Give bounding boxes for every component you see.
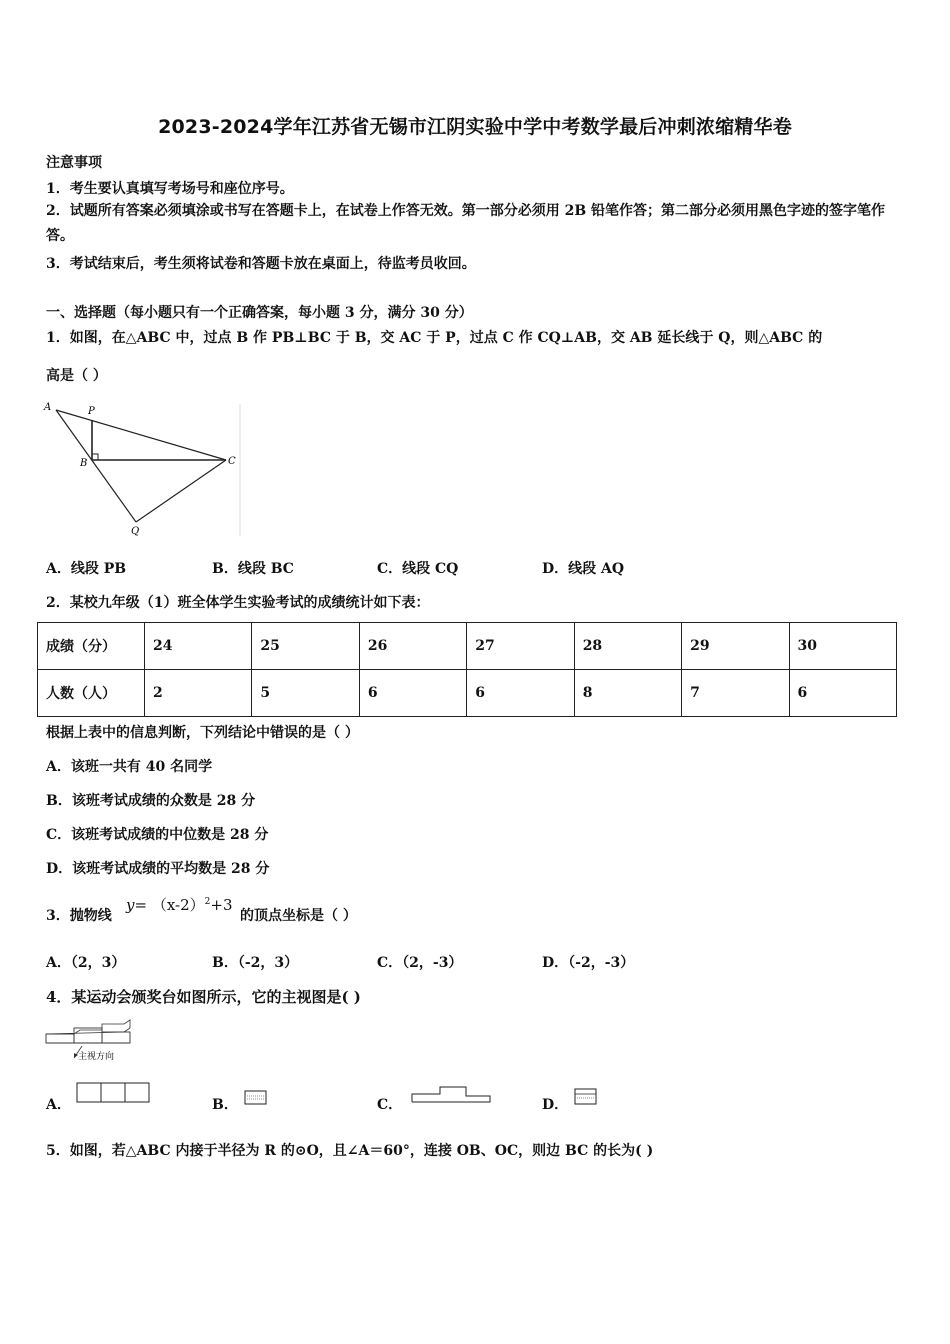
table-cell: 6: [359, 670, 466, 717]
table-row: [38, 670, 897, 717]
q2-option-a[interactable]: A．该班一共有 40 名同学: [46, 759, 213, 775]
table-cell: 26: [359, 623, 466, 670]
formula-y: y=: [126, 896, 148, 914]
table-cell: 5: [252, 670, 359, 717]
q2-option-b[interactable]: B．该班考试成绩的众数是 28 分: [46, 793, 256, 809]
formula-tail: +3: [210, 896, 233, 914]
label-Q: Q: [131, 526, 140, 537]
table-cell: 7: [682, 670, 789, 717]
formula-body: （x-2）: [151, 896, 205, 914]
q3-prefix: 3．抛物线: [46, 908, 112, 924]
q1-stem-line2: 高是（ ）: [46, 368, 107, 384]
table-cell: 6: [789, 670, 896, 717]
q4-option-a-figure: [76, 1082, 152, 1104]
q3-formula: [126, 894, 233, 915]
q1-option-b[interactable]: B．线段 BC: [212, 561, 294, 577]
view-direction-caption: 主视方向: [78, 1052, 115, 1062]
table-header-cell: 人数（人）: [38, 670, 145, 717]
score-table: [37, 622, 897, 717]
q4-option-c-figure: [410, 1084, 494, 1106]
q4-stem: 4．某运动会颁奖台如图所示，它的主视图是( ): [46, 988, 361, 1006]
notice-item-3: 3．考试结束后，考生须将试卷和答题卡放在桌面上，待监考员收回。: [46, 256, 476, 272]
table-cell: 30: [789, 623, 896, 670]
q3-option-d[interactable]: D．（-2，-3）: [542, 955, 635, 971]
table-cell: 27: [467, 623, 574, 670]
q3-option-c[interactable]: C．（2，-3）: [377, 955, 463, 971]
q5-stem: 5．如图，若△ABC 内接于半径为 R 的⊙O，且∠A＝60°，连接 OB、OC，则边 BC 的长为( ): [46, 1143, 654, 1159]
notice-item-2: 2．试题所有答案必须填涂或书写在答题卡上，在试卷上作答无效。第一部分必须用 2B 铅笔作答；第二部分必须用黑色字迹的签字笔作答。: [46, 203, 886, 244]
q3-option-b[interactable]: B．（-2，3）: [212, 955, 299, 971]
q2-stem: 2．某校九年级（1）班全体学生实验考试的成绩统计如下表：: [46, 595, 430, 611]
q1-option-a[interactable]: A．线段 PB: [46, 561, 127, 577]
q3-suffix: 的顶点坐标是（ ）: [240, 908, 357, 924]
q4-option-a[interactable]: A．: [46, 1097, 71, 1113]
page-title: 2023-2024学年江苏省无锡市江阴实验中学中考数学最后冲刺浓缩精华卷: [158, 116, 792, 138]
table-cell: 28: [574, 623, 681, 670]
q4-option-b[interactable]: B．: [212, 1097, 238, 1113]
section-heading: 一、选择题（每小题只有一个正确答案，每小题 3 分，满分 30 分）: [46, 305, 473, 321]
table-cell: 29: [682, 623, 789, 670]
q4-option-b-figure: [244, 1090, 268, 1106]
q2-option-c[interactable]: C．该班考试成绩的中位数是 28 分: [46, 827, 269, 843]
podium-figure: [44, 1020, 144, 1064]
label-P: P: [88, 406, 95, 417]
q1-stem-line1: 1．如图，在△ABC 中，过点 B 作 PB⊥BC 于 B，交 AC 于 P，过点 C 作 CQ⊥AB，交 AB 延长线于 Q，则△ABC 的: [46, 330, 823, 346]
label-C: C: [228, 456, 236, 467]
table-header-cell: 成绩（分）: [38, 623, 145, 670]
q2-option-d[interactable]: D．该班考试成绩的平均数是 28 分: [46, 861, 270, 877]
q1-triangle-figure: [40, 398, 250, 543]
q4-option-c[interactable]: C．: [377, 1097, 403, 1113]
table-row: [38, 623, 897, 670]
q4-option-d[interactable]: D．: [542, 1097, 569, 1113]
table-cell: 24: [145, 623, 252, 670]
q4-option-d-figure: [574, 1088, 598, 1106]
q2-question: 根据上表中的信息判断，下列结论中错误的是（ ）: [46, 725, 359, 741]
table-cell: 2: [145, 670, 252, 717]
q1-option-c[interactable]: C．线段 CQ: [377, 561, 459, 577]
formula-exponent: 2: [204, 897, 211, 907]
notice-item-1: 1．考生要认真填写考场号和座位序号。: [46, 181, 294, 197]
table-cell: 6: [467, 670, 574, 717]
table-cell: 8: [574, 670, 681, 717]
q3-option-a[interactable]: A．（2，3）: [46, 955, 126, 971]
table-cell: 25: [252, 623, 359, 670]
label-A: A: [44, 402, 52, 413]
q1-option-d[interactable]: D．线段 AQ: [542, 561, 625, 577]
notice-heading: 注意事项: [46, 155, 102, 171]
label-B: B: [80, 458, 88, 469]
